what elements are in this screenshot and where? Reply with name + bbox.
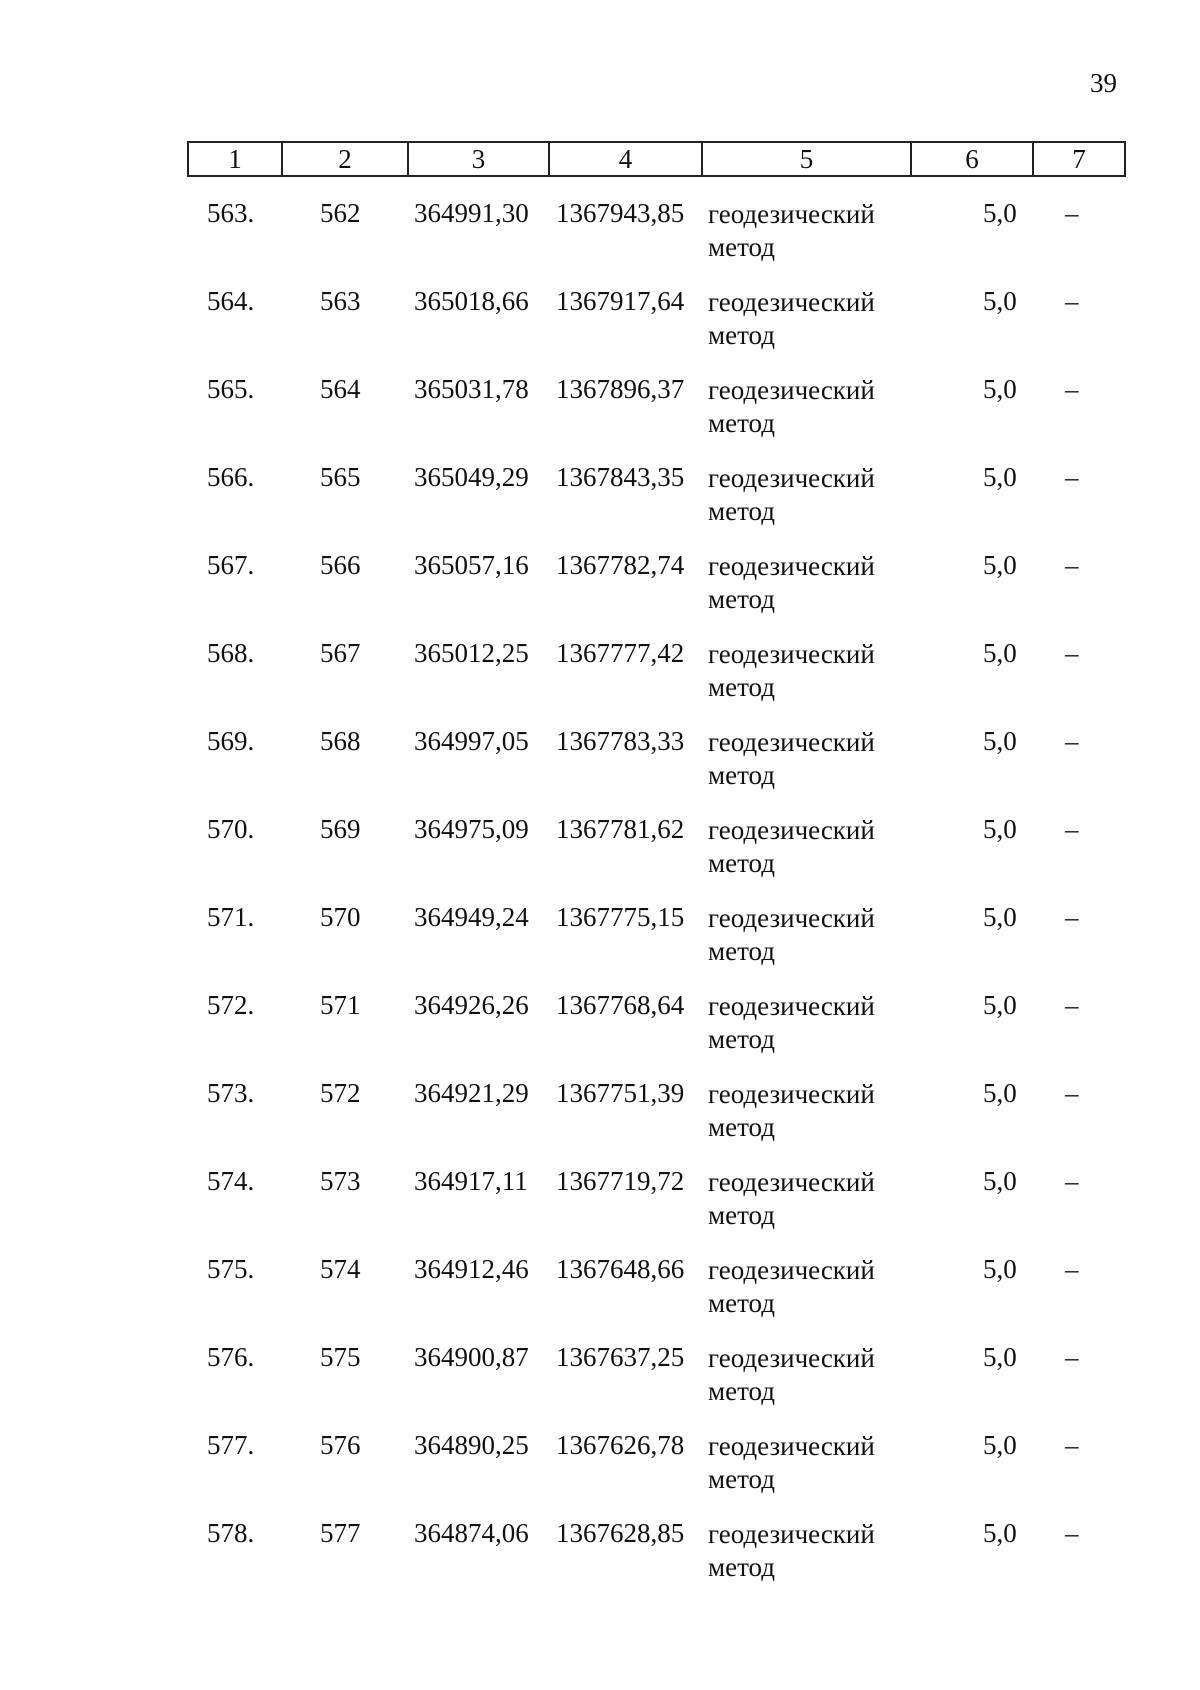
method — [708, 1078, 875, 1144]
row-number: 577. — [207, 1430, 255, 1460]
method — [708, 814, 875, 880]
method-line-1: геодезический — [708, 199, 875, 229]
method-line-2: метод — [708, 408, 775, 438]
y-coordinate: 1367843,35 — [556, 462, 685, 492]
row-number: 574. — [207, 1166, 255, 1196]
accuracy: 5,0 — [983, 374, 1017, 404]
method — [708, 1342, 875, 1408]
header-row — [188, 142, 1125, 176]
accuracy: 5,0 — [983, 198, 1017, 228]
row-number: 572. — [207, 990, 255, 1020]
row-number: 565. — [207, 374, 255, 404]
table-row — [0, 1510, 1200, 1598]
y-coordinate: 1367782,74 — [556, 550, 685, 580]
y-coordinate: 1367775,15 — [556, 902, 685, 932]
x-coordinate: 365057,16 — [414, 550, 529, 580]
note: – — [1065, 550, 1079, 580]
point-number: 563 — [320, 286, 361, 316]
note: – — [1065, 286, 1079, 316]
row-number: 570. — [207, 814, 255, 844]
coordinates-table-body — [0, 190, 1200, 1598]
row-number: 575. — [207, 1254, 255, 1284]
accuracy: 5,0 — [983, 462, 1017, 492]
method-line-2: метод — [708, 1200, 775, 1230]
table-row — [0, 1158, 1200, 1246]
point-number: 575 — [320, 1342, 361, 1372]
y-coordinate: 1367777,42 — [556, 638, 685, 668]
y-coordinate: 1367781,62 — [556, 814, 685, 844]
table-row — [0, 1334, 1200, 1422]
method-line-2: метод — [708, 1288, 775, 1318]
accuracy: 5,0 — [983, 990, 1017, 1020]
method-line-1: геодезический — [708, 1519, 875, 1549]
method-line-1: геодезический — [708, 903, 875, 933]
method — [708, 1430, 875, 1496]
x-coordinate: 364874,06 — [414, 1518, 529, 1548]
y-coordinate: 1367628,85 — [556, 1518, 685, 1548]
table-row — [0, 542, 1200, 630]
y-coordinate: 1367896,37 — [556, 374, 685, 404]
method-line-1: геодезический — [708, 1079, 875, 1109]
accuracy: 5,0 — [983, 902, 1017, 932]
x-coordinate: 364975,09 — [414, 814, 529, 844]
method — [708, 902, 875, 968]
table-row — [0, 806, 1200, 894]
row-number: 576. — [207, 1342, 255, 1372]
table-row — [0, 894, 1200, 982]
y-coordinate: 1367768,64 — [556, 990, 685, 1020]
table-row — [0, 1070, 1200, 1158]
note: – — [1065, 638, 1079, 668]
point-number: 572 — [320, 1078, 361, 1108]
method-line-2: метод — [708, 1464, 775, 1494]
method-line-1: геодезический — [708, 1431, 875, 1461]
note: – — [1065, 1342, 1079, 1372]
row-number: 566. — [207, 462, 255, 492]
y-coordinate: 1367719,72 — [556, 1166, 685, 1196]
header-cell-2: 2 — [282, 142, 408, 176]
note: – — [1065, 990, 1079, 1020]
x-coordinate: 364921,29 — [414, 1078, 529, 1108]
method-line-2: метод — [708, 1376, 775, 1406]
x-coordinate: 364991,30 — [414, 198, 529, 228]
point-number: 571 — [320, 990, 361, 1020]
point-number: 564 — [320, 374, 361, 404]
method-line-2: метод — [708, 760, 775, 790]
x-coordinate: 364926,26 — [414, 990, 529, 1020]
accuracy: 5,0 — [983, 1078, 1017, 1108]
accuracy: 5,0 — [983, 1342, 1017, 1372]
table-row — [0, 366, 1200, 454]
point-number: 568 — [320, 726, 361, 756]
row-number: 571. — [207, 902, 255, 932]
x-coordinate: 364900,87 — [414, 1342, 529, 1372]
accuracy: 5,0 — [983, 1518, 1017, 1548]
method — [708, 1518, 875, 1584]
point-number: 566 — [320, 550, 361, 580]
point-number: 573 — [320, 1166, 361, 1196]
method-line-2: метод — [708, 584, 775, 614]
point-number: 562 — [320, 198, 361, 228]
method — [708, 990, 875, 1056]
row-number: 568. — [207, 638, 255, 668]
method-line-2: метод — [708, 848, 775, 878]
page-number: 39 — [1090, 68, 1117, 98]
method-line-1: геодезический — [708, 463, 875, 493]
column-number-header — [187, 141, 1126, 177]
accuracy: 5,0 — [983, 550, 1017, 580]
note: – — [1065, 1254, 1079, 1284]
header-cell-1: 1 — [188, 142, 282, 176]
table-row — [0, 1246, 1200, 1334]
method-line-1: геодезический — [708, 551, 875, 581]
x-coordinate: 365031,78 — [414, 374, 529, 404]
y-coordinate: 1367943,85 — [556, 198, 685, 228]
note: – — [1065, 1078, 1079, 1108]
method — [708, 1254, 875, 1320]
note: – — [1065, 1518, 1079, 1548]
method — [708, 462, 875, 528]
point-number: 565 — [320, 462, 361, 492]
point-number: 577 — [320, 1518, 361, 1548]
method — [708, 638, 875, 704]
method — [708, 726, 875, 792]
row-number: 569. — [207, 726, 255, 756]
header-cell-3: 3 — [408, 142, 549, 176]
x-coordinate: 365018,66 — [414, 286, 529, 316]
note: – — [1065, 726, 1079, 756]
row-number: 563. — [207, 198, 255, 228]
method-line-2: метод — [708, 320, 775, 350]
table-row — [0, 982, 1200, 1070]
method-line-2: метод — [708, 232, 775, 262]
note: – — [1065, 902, 1079, 932]
method — [708, 550, 875, 616]
method-line-1: геодезический — [708, 1255, 875, 1285]
note: – — [1065, 1430, 1079, 1460]
accuracy: 5,0 — [983, 638, 1017, 668]
x-coordinate: 365012,25 — [414, 638, 529, 668]
method — [708, 374, 875, 440]
method-line-1: геодезический — [708, 375, 875, 405]
accuracy: 5,0 — [983, 1166, 1017, 1196]
point-number: 576 — [320, 1430, 361, 1460]
y-coordinate: 1367917,64 — [556, 286, 685, 316]
method — [708, 1166, 875, 1232]
method-line-1: геодезический — [708, 287, 875, 317]
method-line-1: геодезический — [708, 727, 875, 757]
row-number: 567. — [207, 550, 255, 580]
header-cell-6: 6 — [911, 142, 1033, 176]
note: – — [1065, 814, 1079, 844]
accuracy: 5,0 — [983, 814, 1017, 844]
row-number: 573. — [207, 1078, 255, 1108]
header-cell-7: 7 — [1033, 142, 1125, 176]
method-line-2: метод — [708, 1112, 775, 1142]
y-coordinate: 1367626,78 — [556, 1430, 685, 1460]
x-coordinate: 364917,11 — [414, 1166, 528, 1196]
table-row — [0, 190, 1200, 278]
accuracy: 5,0 — [983, 726, 1017, 756]
x-coordinate: 364949,24 — [414, 902, 529, 932]
method-line-2: метод — [708, 1552, 775, 1582]
method-line-1: геодезический — [708, 1167, 875, 1197]
y-coordinate: 1367648,66 — [556, 1254, 685, 1284]
note: – — [1065, 198, 1079, 228]
accuracy: 5,0 — [983, 1254, 1017, 1284]
header-cell-5: 5 — [702, 142, 911, 176]
method-line-1: геодезический — [708, 1343, 875, 1373]
method-line-2: метод — [708, 496, 775, 526]
table-row — [0, 454, 1200, 542]
y-coordinate: 1367783,33 — [556, 726, 685, 756]
method-line-2: метод — [708, 1024, 775, 1054]
method-line-1: геодезический — [708, 991, 875, 1021]
note: – — [1065, 1166, 1079, 1196]
method-line-2: метод — [708, 936, 775, 966]
point-number: 567 — [320, 638, 361, 668]
x-coordinate: 364912,46 — [414, 1254, 529, 1284]
y-coordinate: 1367751,39 — [556, 1078, 685, 1108]
method-line-2: метод — [708, 672, 775, 702]
header-cell-4: 4 — [549, 142, 702, 176]
table-row — [0, 1422, 1200, 1510]
point-number: 570 — [320, 902, 361, 932]
method-line-1: геодезический — [708, 815, 875, 845]
accuracy: 5,0 — [983, 286, 1017, 316]
method — [708, 286, 875, 352]
x-coordinate: 365049,29 — [414, 462, 529, 492]
x-coordinate: 364997,05 — [414, 726, 529, 756]
method — [708, 198, 875, 264]
accuracy: 5,0 — [983, 1430, 1017, 1460]
row-number: 578. — [207, 1518, 255, 1548]
table-row — [0, 630, 1200, 718]
x-coordinate: 364890,25 — [414, 1430, 529, 1460]
note: – — [1065, 462, 1079, 492]
table-row — [0, 278, 1200, 366]
y-coordinate: 1367637,25 — [556, 1342, 685, 1372]
method-line-1: геодезический — [708, 639, 875, 669]
point-number: 574 — [320, 1254, 361, 1284]
table-row — [0, 718, 1200, 806]
point-number: 569 — [320, 814, 361, 844]
row-number: 564. — [207, 286, 255, 316]
note: – — [1065, 374, 1079, 404]
